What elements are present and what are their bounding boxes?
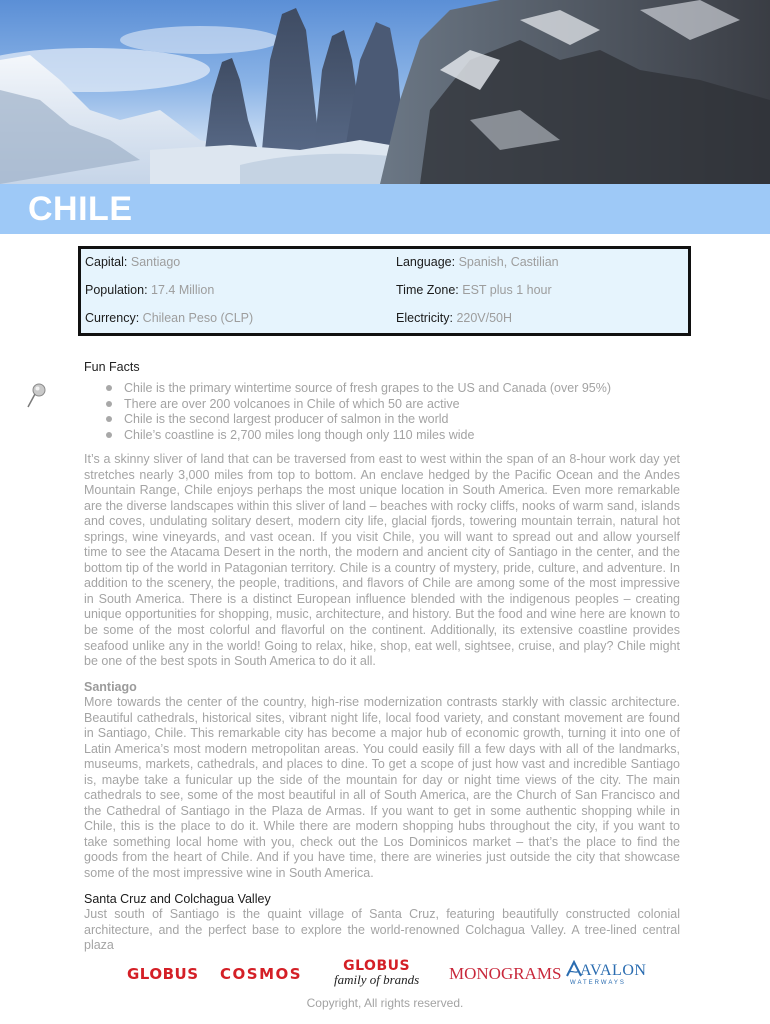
quick-facts-box [78, 246, 691, 336]
fact-value: Chilean Peso (CLP) [142, 311, 254, 325]
fact-capital [85, 255, 180, 269]
fact-label: Time Zone: [396, 283, 459, 297]
copyright-text: Copyright, All rights reserved. [306, 996, 464, 1010]
family-tagline: family of brands [334, 972, 420, 987]
avalon-wordmark: AVALON [580, 962, 647, 979]
fact-label: Language: [396, 255, 456, 269]
list-item: There are over 200 volcanoes in Chile of which 50 are active [104, 397, 611, 413]
avalon-subtitle: WATERWAYS [570, 980, 626, 986]
fact-label: Capital: [85, 255, 128, 269]
list-item: Chile’s coastline is 2,700 miles long though only 110 miles wide [104, 428, 611, 444]
fact-value: Spanish, Castilian [458, 255, 559, 269]
fact-timezone [396, 283, 552, 297]
title-band [0, 184, 770, 234]
fun-facts-list [104, 381, 611, 444]
intro-paragraph: It’s a skinny sliver of land that can be traversed from east to west within the span of an 8-hour work day yet stretches nearly 3,000 miles from top to bottom. An enclave hedged by the Pacific Ocean and the Andes Mountain Range, Chile enjoys perhaps the most unique location in South America. Even more remarkable are the diverse landscapes within this sliver of land – beaches with rocky cliffs, nooks of warm sand, islands and coves, undulating solitary desert, modern city life, glacial fjords, towering mountain terrain, natural hot springs, wine vineyards, and vast ocean. If you visit Chile, you will want to spread out and allow yourself time to see the Atacama Desert in the north, the modern and ancient city of Santiago in the center, and the bottom tip of the world in Patagonian territory. Chile is a country of mystery, pride, culture, and adventure. In addition to the scenery, the people, traditions, and flavors of Chile are among some of the most impressive in South America. There is a distinct European influence blended with the indigenous peoples – creating unique opportunities for shopping, music, architecture, and history. But the food and wine here are known to be some of the most colorful and flavorful on the continent. Additionally, its extensive coastline provides seafood unlike any in the world! Going to relax, hike, shop, eat well, sightsee, cruise, and play? Chile might be one of the best spots in South America to do it all. [84, 452, 680, 669]
mountain-illustration [0, 0, 770, 184]
page-title: CHILE [28, 190, 133, 228]
fact-label: Electricity: [396, 311, 453, 325]
pushpin-icon [26, 383, 46, 409]
hero-mountain-image [0, 0, 770, 184]
fact-currency [85, 311, 253, 325]
fact-label: Population: [85, 283, 148, 297]
list-item: Chile is the second largest producer of salmon in the world [104, 412, 611, 428]
fact-value: 220V/50H [456, 311, 513, 325]
globus-logo: GLOBUS [127, 965, 199, 983]
fun-facts-heading: Fun Facts [84, 360, 140, 374]
family-globus-wordmark: GLOBUS [343, 958, 411, 974]
fact-language [396, 255, 559, 269]
cosmos-logo: COSMOS [220, 965, 303, 983]
santa-cruz-paragraph: Just south of Santiago is the quaint village of Santa Cruz, featuring beautifully constructed colonial architecture, and the perfect base to explore the world-renowned Colchagua Valley. A tree-lined central plaza [84, 907, 680, 953]
list-item: Chile is the primary wintertime source of fresh grapes to the US and Canada (over 95%) [104, 381, 611, 397]
fact-value: EST plus 1 hour [462, 283, 552, 297]
brand-logos [0, 958, 770, 992]
fact-population [85, 283, 214, 297]
fact-value: Santiago [130, 255, 181, 269]
monograms-logo: MONOGRAMS [449, 964, 562, 983]
santiago-heading: Santiago [84, 680, 137, 694]
fact-label: Currency: [85, 311, 140, 325]
santiago-paragraph: More towards the center of the country, high-rise modernization contrasts starkly with classic architecture. Beautiful cathedrals, historical sites, vibrant night life, local food variety, and constant movement are found in Santiago, Chile. This remarkable city has become a major hub of economic growth, turning it into one of Latin America’s most modern metropolitan areas. You could easily fill a few days with all of the landmarks, museums, markets, cathedrals, and places to dine. To get a scope of just how vast and incredible Santiago is, maybe take a funicular up the side of the mountain for day or night time views of the city. The main cathedrals to see, some of the most beautiful in all of South America, are the Church of San Francisco and the Cathedral of Santiago in the Plaza de Armas. If you want to get in some authentic shopping while in Chile, this is the place to do it. While there are modern shopping hubs throughout the city, if you want to take something local home with you, check out the Los Dominicos market – that’s the place to find the goods from the heart of Chile. And if you have time, there are wineries just outside the city that showcase some of the most impressive wine in South America. [84, 695, 680, 881]
fact-value: 17.4 Million [151, 283, 215, 297]
fact-electricity [396, 311, 512, 325]
family-of-brands-logo [334, 958, 419, 988]
santa-cruz-heading: Santa Cruz and Colchagua Valley [84, 892, 271, 906]
